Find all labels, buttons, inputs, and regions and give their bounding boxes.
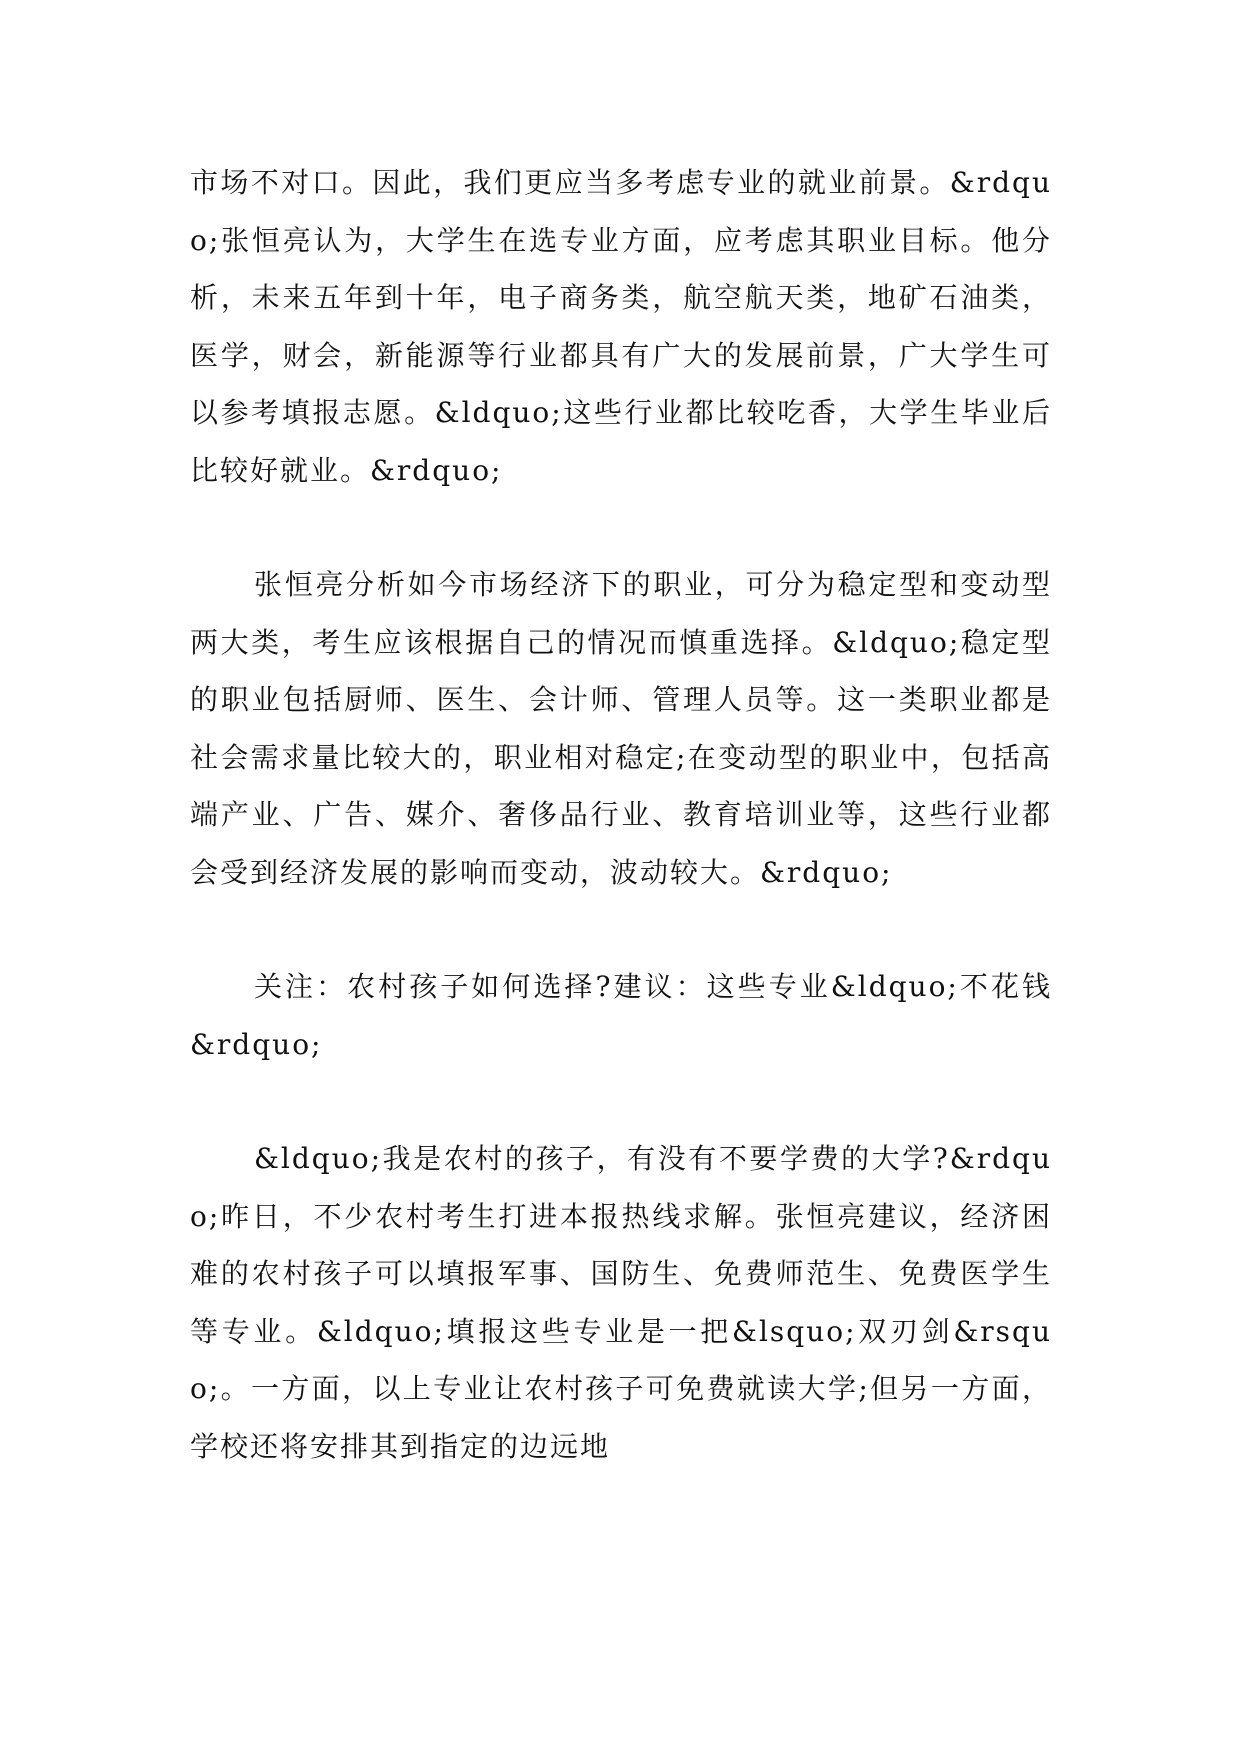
paragraph-1: 市场不对口。因此，我们更应当多考虑专业的就业前景。&rdquo;张恒亮认为，大学生在选专业方面，应考虑其职业目标。他分析，未来五年到十年，电子商务类，航空航天类，地矿石油类，医学，财会，新能源等行业都具有广大的发展前景，广大学生可以参考填报志愿。&ldquo;这些行业都比较吃香，大学生毕业后比较好就业。&rdquo;	[190, 166, 1052, 487]
paragraph-gap	[190, 499, 1052, 556]
paragraph-4: &ldquo;我是农村的孩子，有没有不要学费的大学?&rdquo;昨日，不少农村考生打进本报热线求解。张恒亮建议，经济困难的农村孩子可以填报军事、国防生、免费师范生、免费医学生等专业。&ldquo;填报这些专业是一把&lsquo;双刃剑&rsquo;。一方面，以上专业让农村孩子可免费就读大学;但另一方面，学校还将安排其到指定的边远地	[190, 1142, 1052, 1463]
paragraph-gap	[190, 901, 1052, 958]
paragraph-2: 张恒亮分析如今市场经济下的职业，可分为稳定型和变动型两大类，考生应该根据自己的情况而慎重选择。&ldquo;稳定型的职业包括厨师、医生、会计师、管理人员等。这一类职业都是社会需求量比较大的，职业相对稳定;在变动型的职业中，包括高端产业、广告、媒介、奢侈品行业、教育培训业等，这些行业都会受到经济发展的影响而变动，波动较大。&rdquo;	[190, 568, 1052, 889]
paragraph-3-heading: 关注：农村孩子如何选择?建议：这些专业&ldquo;不花钱&rdquo;	[190, 970, 1052, 1061]
paragraph-gap	[190, 1073, 1052, 1130]
document-body	[190, 154, 1052, 1475]
